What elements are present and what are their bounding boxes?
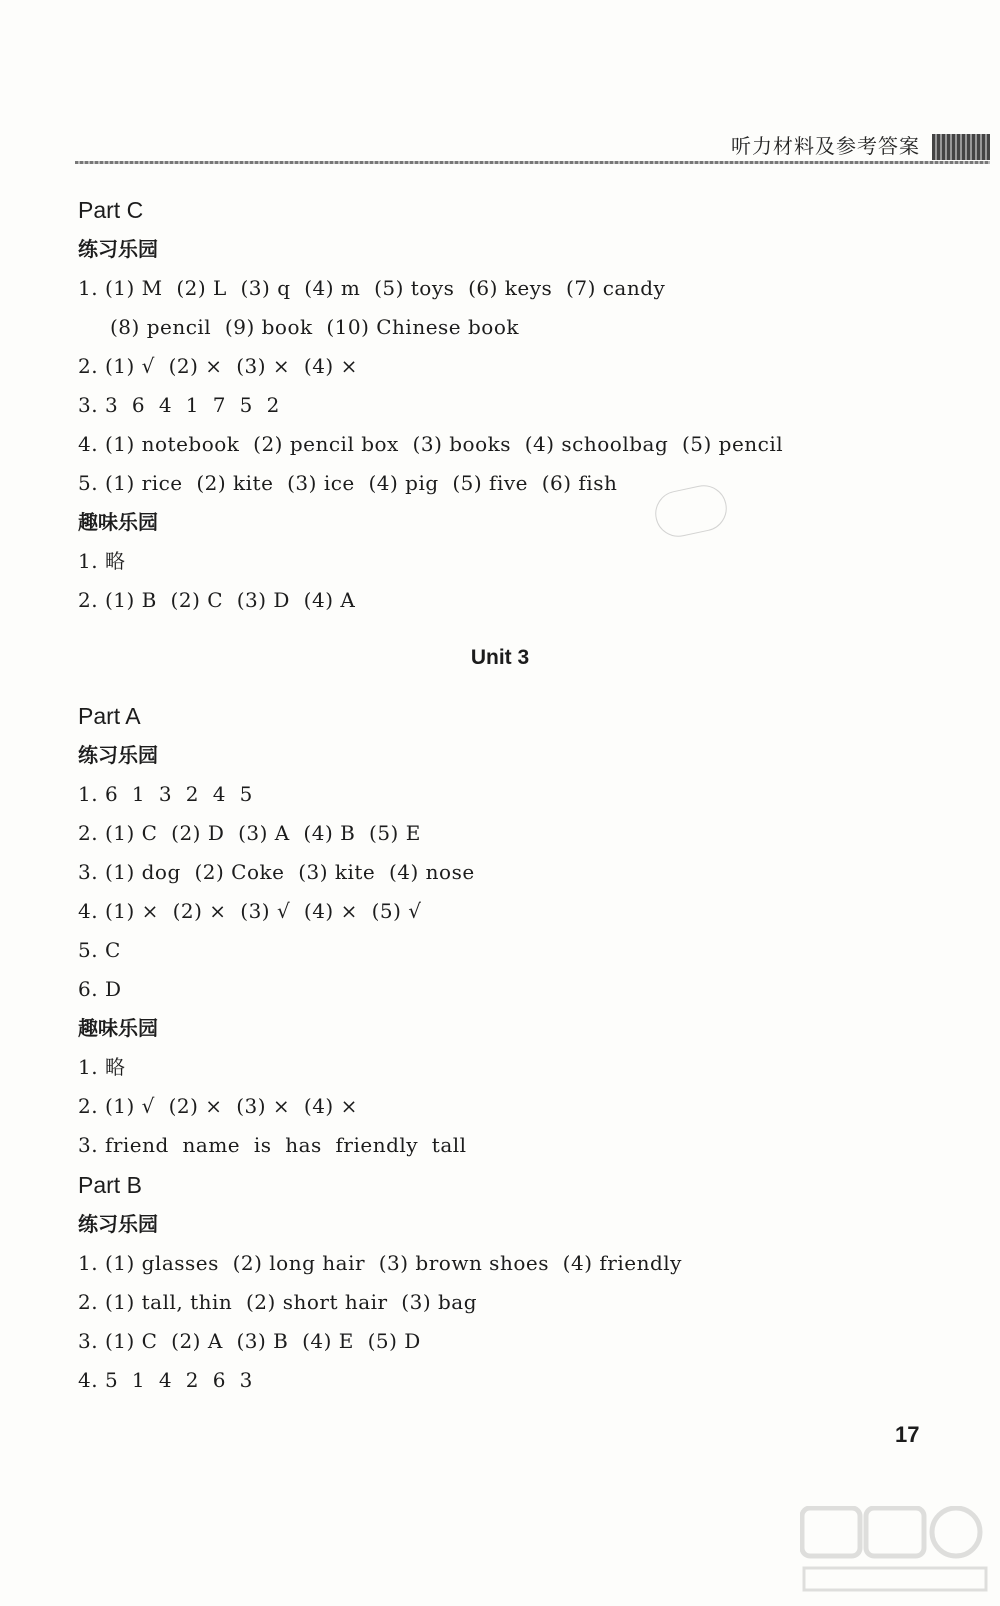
part-a-practice-title: 练习乐园 [78,743,158,767]
answer-line: 1. 略 [78,1055,126,1079]
part-c-heading: Part C [78,197,144,223]
answer-line: 3. 3 6 4 1 7 5 2 [78,393,280,417]
corner-logo-watermark [800,1506,990,1596]
answer-line: 4. 5 1 4 2 6 3 [78,1368,253,1392]
unit-title: Unit 3 [470,646,530,669]
answer-line: 2. (1) B (2) C (3) D (4) A [78,588,356,612]
answer-line: 5. (1) rice (2) kite (3) ice (4) pig (5) five (6) fish [78,471,618,495]
page-header [75,118,990,166]
answer-line: 3. (1) dog (2) Coke (3) kite (4) nose [78,860,475,884]
answer-line: 4. (1) × (2) × (3) √ (4) × (5) √ [78,899,422,923]
answer-line: 3. friend name is has friendly tall [78,1133,467,1157]
answer-content [78,190,938,1400]
answer-line: 4. (1) notebook (2) pencil box (3) books (4) schoolbag (5) pencil [78,432,784,456]
answer-line: 1. (1) glasses (2) long hair (3) brown shoes (4) friendly [78,1251,682,1275]
answer-line: (8) pencil (9) book (10) Chinese book [110,315,519,339]
answer-line: 2. (1) √ (2) × (3) × (4) × [78,1094,358,1118]
answer-line: 2. (1) C (2) D (3) A (4) B (5) E [78,821,421,845]
answer-line: 2. (1) √ (2) × (3) × (4) × [78,354,358,378]
part-a-fun-title: 趣味乐园 [78,1016,158,1040]
part-c-fun-title: 趣味乐园 [78,510,158,534]
answer-line: 6. D [78,977,122,1001]
part-b-heading: Part B [78,1172,142,1198]
header-rule [75,161,990,164]
answer-line: 1. (1) M (2) L (3) q (4) m (5) toys (6) keys (7) candy [78,276,666,300]
header-title: 听力材料及参考答案 [731,134,920,158]
answer-line: 3. (1) C (2) A (3) B (4) E (5) D [78,1329,421,1353]
part-c-practice-title: 练习乐园 [78,237,158,261]
answer-line: 1. 略 [78,549,126,573]
page-number: 17 [895,1422,920,1447]
part-b-practice-title: 练习乐园 [78,1212,158,1236]
answer-line: 2. (1) tall, thin (2) short hair (3) bag [78,1290,478,1314]
answer-line: 1. 6 1 3 2 4 5 [78,782,253,806]
header-decoration [932,134,990,160]
answer-line: 5. C [78,938,121,962]
part-a-heading: Part A [78,703,141,729]
